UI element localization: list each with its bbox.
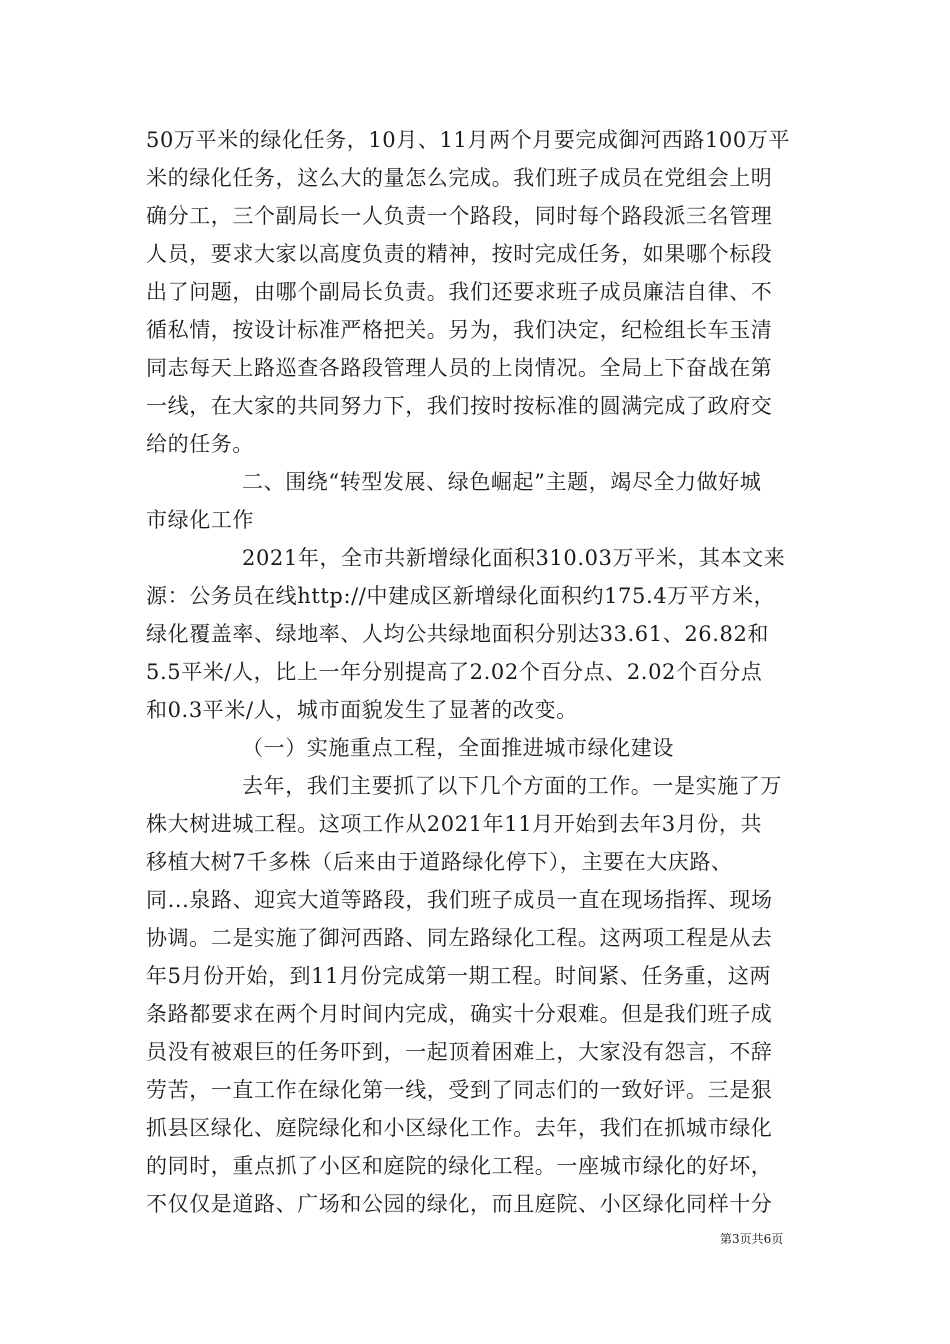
text-line: 米的绿化任务，这么大的量怎么完成。我们班子成员在党组会上明 [146, 166, 773, 190]
text-line: 50万平米的绿化任务，10月、11月两个月要完成御河西路100万平 [146, 128, 791, 152]
text-line: 市绿化工作 [146, 508, 254, 532]
text-line: 抓县区绿化、庭院绿化和小区绿化工作。去年，我们在抓城市绿化 [146, 1116, 773, 1140]
text-line: 人员，要求大家以高度负责的精神，按时完成任务，如果哪个标段 [146, 242, 773, 266]
document-body [146, 121, 812, 1223]
text-line: 绿化覆盖率、绿地率、人均公共绿地面积分别达33.61、26.82和 [146, 622, 770, 646]
text-line: 2021年，全市共新增绿化面积310.03万平米，其本文来 [242, 546, 786, 570]
text-line: 循私情，按设计标准严格把关。另为，我们决定，纪检组长车玉清 [146, 318, 773, 342]
text-line: 去年，我们主要抓了以下几个方面的工作。一是实施了万 [242, 774, 782, 798]
text-line: 移植大树7千多株（后来由于道路绿化停下），主要在大庆路、 [146, 850, 733, 874]
text-line: 同...泉路、迎宾大道等路段，我们班子成员一直在现场指挥、现场 [146, 888, 773, 912]
text-line: 株大树进城工程。这项工作从2021年11月开始到去年3月份，共 [146, 812, 763, 836]
text-line: 给的任务。 [146, 432, 254, 456]
text-line: 和0.3平米/人，城市面貌发生了显著的改变。 [146, 698, 578, 722]
text-line: 协调。二是实施了御河西路、同左路绿化工程。这两项工程是从去 [146, 926, 773, 950]
text-line: 的同时，重点抓了小区和庭院的绿化工程。一座城市绿化的好坏， [146, 1154, 773, 1178]
text-line: 劳苦，一直工作在绿化第一线，受到了同志们的一致好评。三是狠 [146, 1078, 773, 1102]
text-line: 不仅仅是道路、广场和公园的绿化，而且庭院、小区绿化同样十分 [146, 1192, 773, 1216]
text-line: 员没有被艰巨的任务吓到，一起顶着困难上，大家没有怨言，不辞 [146, 1040, 773, 1064]
text-line: （一）实施重点工程，全面推进城市绿化建设 [242, 736, 674, 760]
text-line: 条路都要求在两个月时间内完成，确实十分艰难。但是我们班子成 [146, 1002, 773, 1026]
page-number: 第3页共6页 [720, 1232, 784, 1246]
text-line: 5.5平米/人，比上一年分别提高了2.02个百分点、2.02个百分点 [146, 660, 763, 684]
text-line: 出了问题，由哪个副局长负责。我们还要求班子成员廉洁自律、不 [146, 280, 773, 304]
text-line: 源：公务员在线http://中建成区新增绿化面积约175.4万平方米， [146, 584, 776, 608]
text-line: 确分工，三个副局长一人负责一个路段，同时每个路段派三名管理 [146, 204, 773, 228]
text-line: 同志每天上路巡查各路段管理人员的上岗情况。全局上下奋战在第 [146, 356, 773, 380]
text-line: 年5月份开始，到11月份完成第一期工程。时间紧、任务重，这两 [146, 964, 772, 988]
text-line: 二、围绕“转型发展、绿色崛起”主题，竭尽全力做好城 [242, 470, 762, 494]
text-line: 一线，在大家的共同努力下，我们按时按标准的圆满完成了政府交 [146, 394, 773, 418]
